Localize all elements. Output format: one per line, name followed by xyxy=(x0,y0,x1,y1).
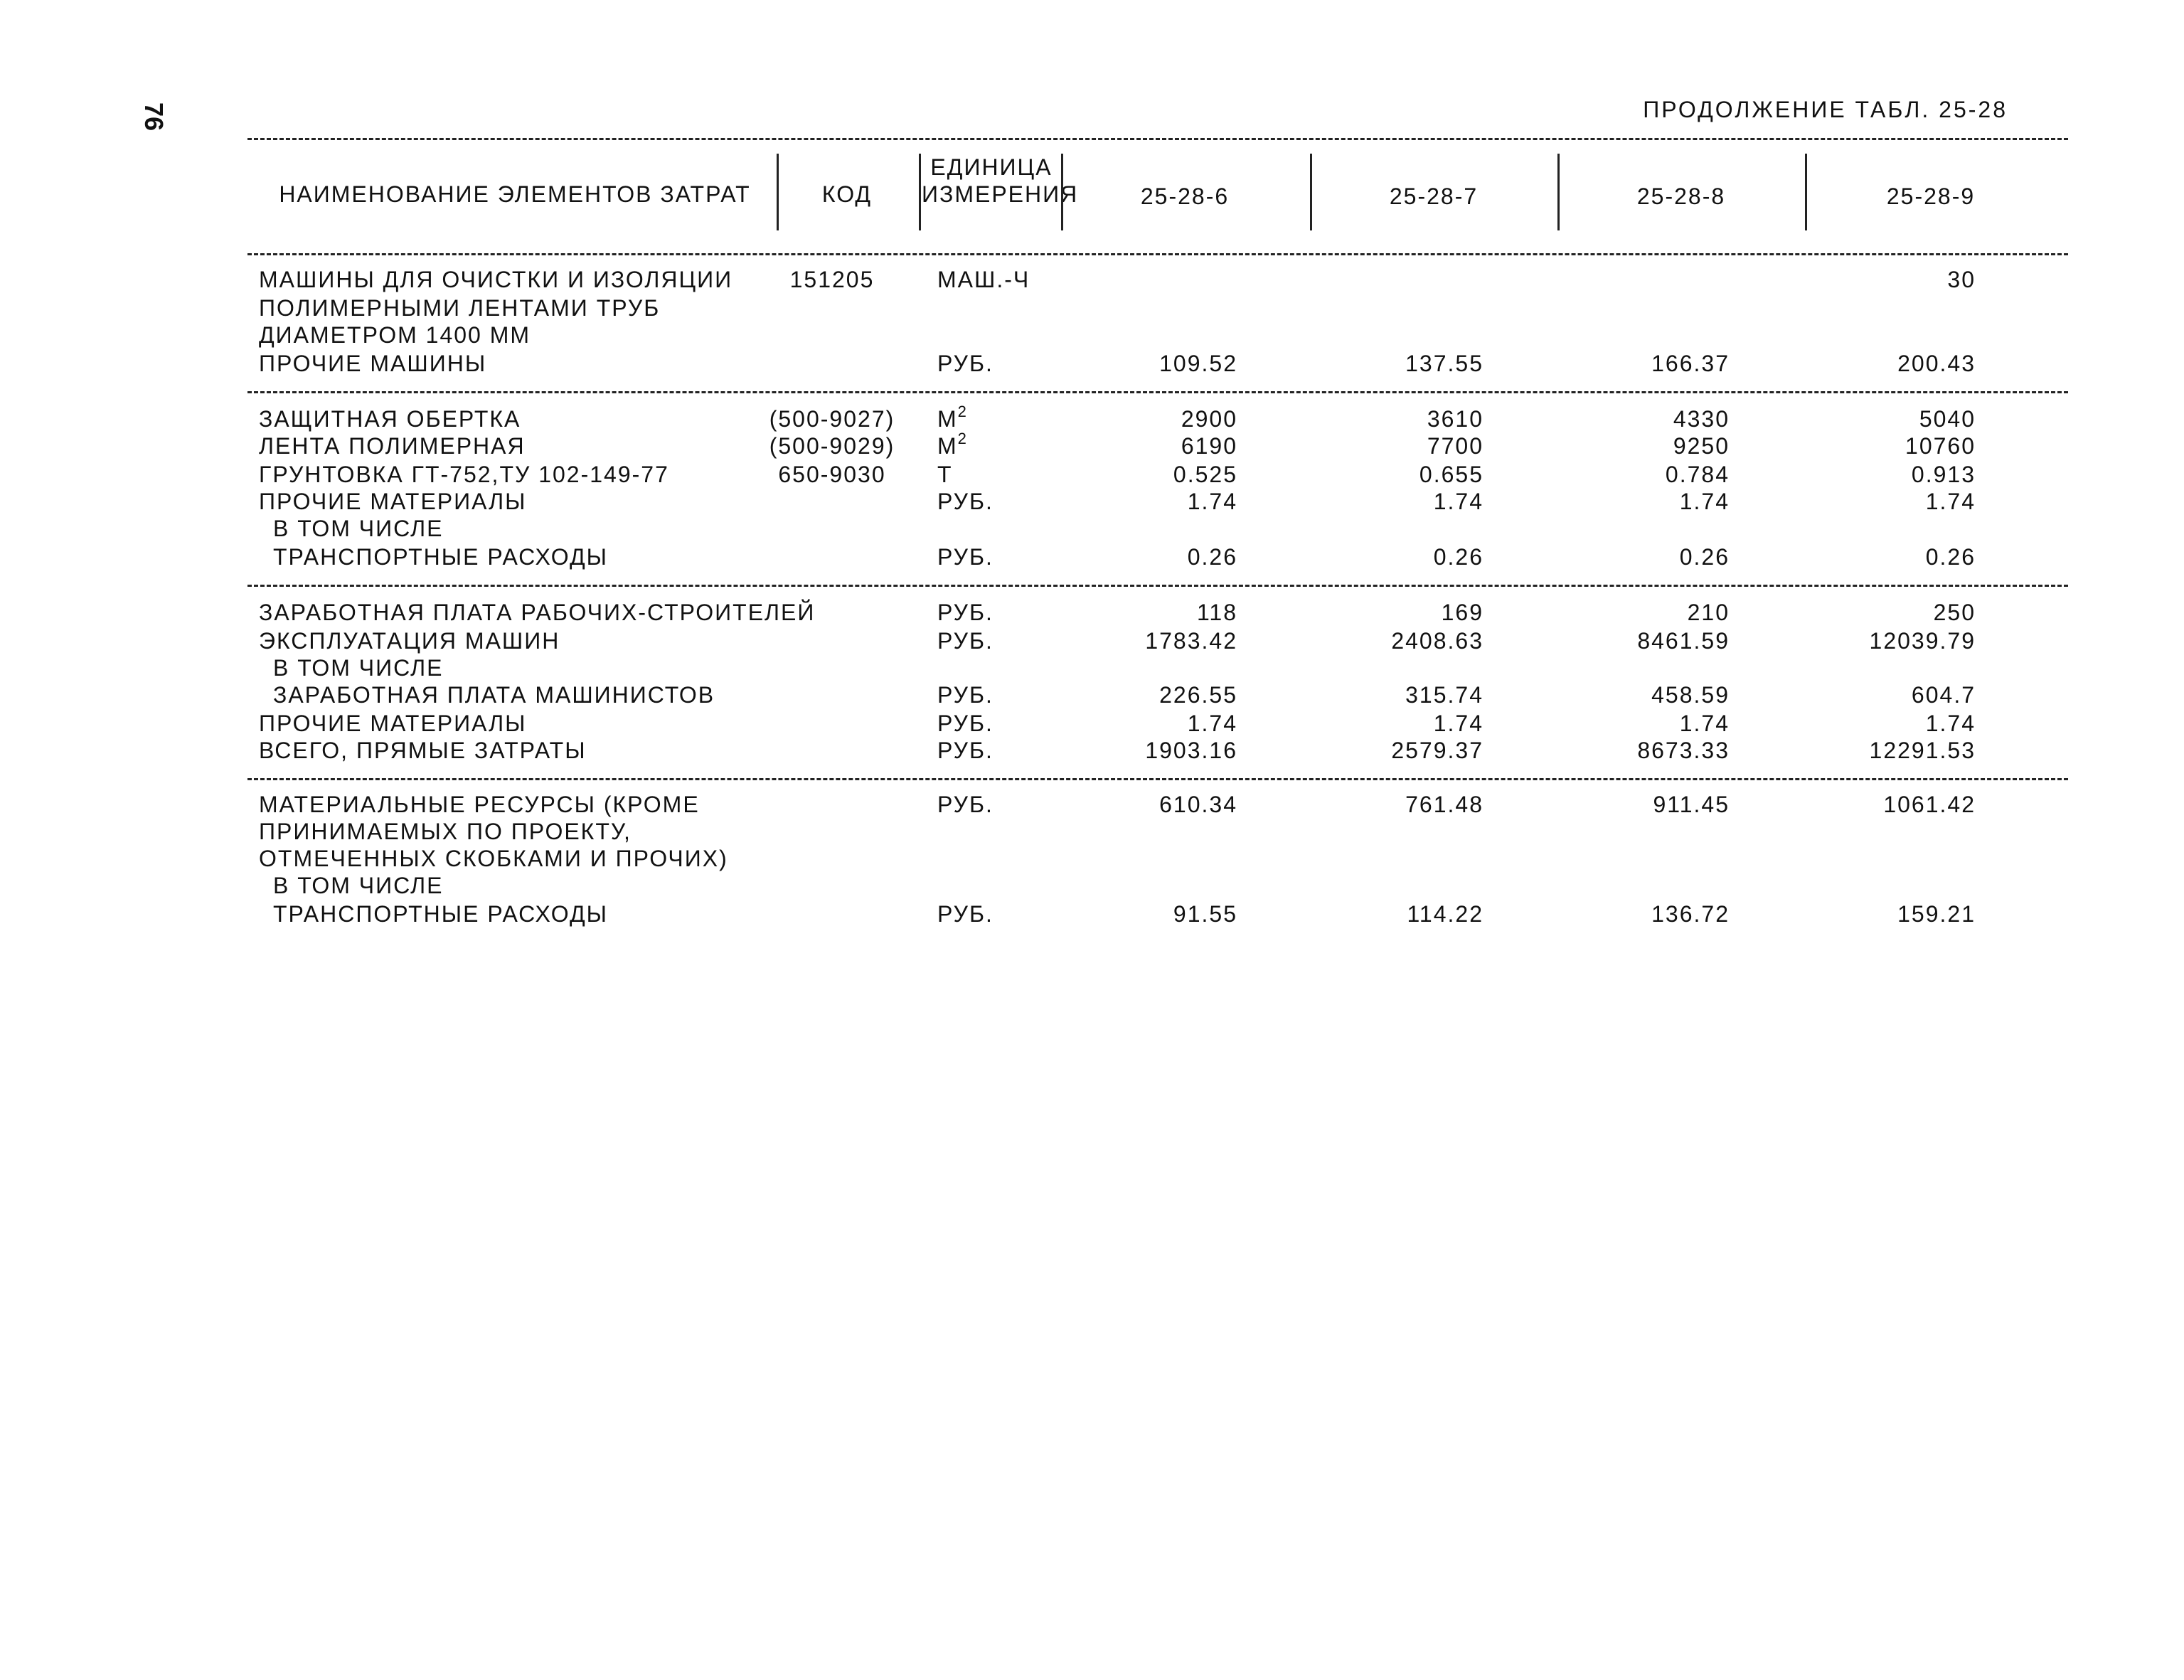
row-name: ЗАРАБОТНАЯ ПЛАТА РАБОЧИХ-СТРОИТЕЛЕЙ xyxy=(259,600,816,625)
row-name: ПРОЧИЕ МАТЕРИАЛЫ xyxy=(259,489,527,514)
header-divider xyxy=(919,154,921,230)
row-name: ТРАНСПОРТНЫЕ РАСХОДЫ xyxy=(273,901,608,927)
row-value-25-28-6: 610.34 xyxy=(1159,792,1237,817)
row-value-25-28-7: 1.74 xyxy=(1433,711,1483,736)
row-code: (500-9027) xyxy=(769,406,895,432)
row-name: ПОЛИМЕРНЫМИ ЛЕНТАМИ ТРУБ xyxy=(259,295,661,321)
row-value-25-28-9: 604.7 xyxy=(1911,682,1976,708)
row-value-25-28-6: 118 xyxy=(1196,600,1237,625)
row-name: ПРОЧИЕ МАТЕРИАЛЫ xyxy=(259,711,527,736)
row-value-25-28-8: 9250 xyxy=(1673,433,1730,459)
header-divider xyxy=(1061,154,1063,230)
row-value-25-28-8: 1.74 xyxy=(1679,489,1730,514)
row-name: ТРАНСПОРТНЫЕ РАСХОДЫ xyxy=(273,544,608,570)
row-value-25-28-9: 12039.79 xyxy=(1869,628,1976,654)
header-unit-line1: ЕДИНИЦА xyxy=(930,154,1053,180)
header-bottom-rule xyxy=(247,253,2068,255)
row-value-25-28-9: 10760 xyxy=(1905,433,1976,459)
section-rule xyxy=(247,391,2068,393)
header-divider xyxy=(1805,154,1807,230)
row-value-25-28-7: 2408.63 xyxy=(1391,628,1483,654)
header-col-25-28-8: 25-28-8 xyxy=(1636,184,1726,209)
row-name: ОТМЕЧЕННЫХ СКОБКАМИ И ПРОЧИХ) xyxy=(259,846,728,871)
row-value-25-28-8: 8673.33 xyxy=(1637,738,1730,763)
row-name: ПРОЧИЕ МАШИНЫ xyxy=(259,351,487,376)
header-divider xyxy=(1310,154,1312,230)
row-value-25-28-8: 8461.59 xyxy=(1637,628,1730,654)
row-name: ЗАЩИТНАЯ ОБЕРТКА xyxy=(259,406,521,432)
row-unit: РУБ. xyxy=(937,738,994,763)
row-value-25-28-7: 2579.37 xyxy=(1391,738,1483,763)
row-value-25-28-9: 1061.42 xyxy=(1883,792,1976,817)
row-value-25-28-7: 7700 xyxy=(1427,433,1483,459)
header-divider xyxy=(777,154,779,230)
row-unit: РУБ. xyxy=(937,544,994,570)
row-value-25-28-6: 1.74 xyxy=(1187,489,1237,514)
row-value-25-28-8: 210 xyxy=(1687,600,1730,625)
row-value-25-28-6: 226.55 xyxy=(1159,682,1237,708)
row-value-25-28-9: 1.74 xyxy=(1925,489,1976,514)
header-divider xyxy=(1557,154,1560,230)
row-value-25-28-9: 0.26 xyxy=(1925,544,1976,570)
row-code: (500-9029) xyxy=(769,433,895,459)
row-unit: МАШ.-Ч xyxy=(937,267,1030,292)
row-value-25-28-7: 0.655 xyxy=(1419,462,1483,487)
row-value-25-28-6: 1783.42 xyxy=(1145,628,1237,654)
row-value-25-28-8: 458.59 xyxy=(1651,682,1730,708)
header-col-25-28-7: 25-28-7 xyxy=(1389,184,1479,209)
row-value-25-28-9: 200.43 xyxy=(1897,351,1976,376)
row-value-25-28-8: 0.26 xyxy=(1679,544,1730,570)
row-unit: РУБ. xyxy=(937,901,994,927)
row-unit: РУБ. xyxy=(937,489,994,514)
row-value-25-28-9: 12291.53 xyxy=(1869,738,1976,763)
row-value-25-28-6: 0.26 xyxy=(1187,544,1237,570)
row-name: ВСЕГО, ПРЯМЫЕ ЗАТРАТЫ xyxy=(259,738,587,763)
table-continuation-title: ПРОДОЛЖЕНИЕ ТАБЛ. 25-28 xyxy=(1643,97,2008,122)
header-col-25-28-9: 25-28-9 xyxy=(1886,184,1976,209)
row-value-25-28-7: 1.74 xyxy=(1433,489,1483,514)
row-unit: РУБ. xyxy=(937,682,994,708)
row-name: МАТЕРИАЛЬНЫЕ РЕСУРСЫ (КРОМЕ xyxy=(259,792,700,817)
row-value-25-28-6: 1.74 xyxy=(1187,711,1237,736)
row-value-25-28-7: 0.26 xyxy=(1433,544,1483,570)
row-name: ЭКСПЛУАТАЦИЯ МАШИН xyxy=(259,628,560,654)
row-value-25-28-8: 0.784 xyxy=(1665,462,1730,487)
row-name: ЛЕНТА ПОЛИМЕРНАЯ xyxy=(259,433,526,459)
unit-superscript: 2 xyxy=(957,430,968,447)
row-unit: $М^2$ xyxy=(937,403,968,432)
row-value-25-28-6: 109.52 xyxy=(1159,351,1237,376)
row-value-25-28-6: 0.525 xyxy=(1173,462,1237,487)
row-name: В ТОМ ЧИСЛЕ xyxy=(273,873,444,898)
header-top-rule xyxy=(247,138,2068,140)
row-unit: $М^2$ xyxy=(937,430,968,459)
row-name: ЗАРАБОТНАЯ ПЛАТА МАШИНИСТОВ xyxy=(273,682,715,708)
row-name: ПРИНИМАЕМЫХ ПО ПРОЕКТУ, xyxy=(259,819,632,844)
row-value-25-28-6: 91.55 xyxy=(1173,901,1237,927)
row-value-25-28-8: 136.72 xyxy=(1651,901,1730,927)
row-value-25-28-7: 315.74 xyxy=(1405,682,1483,708)
row-value-25-28-8: 1.74 xyxy=(1679,711,1730,736)
row-code: 151205 xyxy=(789,267,875,292)
row-value-25-28-9: 30 xyxy=(1947,267,1976,292)
row-name: МАШИНЫ ДЛЯ ОЧИСТКИ И ИЗОЛЯЦИИ xyxy=(259,267,733,292)
row-unit: РУБ. xyxy=(937,628,994,654)
page-number: 76 xyxy=(139,102,169,132)
row-value-25-28-9: 250 xyxy=(1933,600,1976,625)
row-value-25-28-7: 761.48 xyxy=(1405,792,1483,817)
header-code: КОД xyxy=(821,181,873,207)
row-unit: РУБ. xyxy=(937,792,994,817)
header-name: НАИМЕНОВАНИЕ ЭЛЕМЕНТОВ ЗАТРАТ xyxy=(279,181,751,207)
row-value-25-28-9: 0.913 xyxy=(1911,462,1976,487)
row-unit: РУБ. xyxy=(937,351,994,376)
row-value-25-28-6: 2900 xyxy=(1181,406,1237,432)
row-value-25-28-7: 169 xyxy=(1441,600,1483,625)
row-unit: Т xyxy=(937,462,953,487)
row-value-25-28-7: 3610 xyxy=(1427,406,1483,432)
row-name: ДИАМЕТРОМ 1400 ММ xyxy=(259,322,531,348)
row-value-25-28-6: 1903.16 xyxy=(1145,738,1237,763)
row-name: В ТОМ ЧИСЛЕ xyxy=(273,655,444,681)
row-name: ГРУНТОВКА ГТ-752,ТУ 102-149-77 xyxy=(259,462,669,487)
row-value-25-28-7: 137.55 xyxy=(1405,351,1483,376)
row-unit: РУБ. xyxy=(937,711,994,736)
row-value-25-28-8: 4330 xyxy=(1673,406,1730,432)
row-name: В ТОМ ЧИСЛЕ xyxy=(273,516,444,541)
row-value-25-28-6: 6190 xyxy=(1181,433,1237,459)
row-value-25-28-9: 5040 xyxy=(1919,406,1976,432)
section-rule xyxy=(247,778,2068,780)
row-value-25-28-8: 166.37 xyxy=(1651,351,1730,376)
row-value-25-28-8: 911.45 xyxy=(1653,792,1730,817)
row-value-25-28-9: 159.21 xyxy=(1897,901,1976,927)
header-unit-line2: ИЗМЕРЕНИЯ xyxy=(922,181,1079,207)
row-value-25-28-7: 114.22 xyxy=(1407,901,1483,927)
unit-superscript: 2 xyxy=(957,403,968,420)
row-value-25-28-9: 1.74 xyxy=(1925,711,1976,736)
row-code: 650-9030 xyxy=(778,462,886,487)
row-unit: РУБ. xyxy=(937,600,994,625)
section-rule xyxy=(247,585,2068,587)
header-col-25-28-6: 25-28-6 xyxy=(1140,184,1230,209)
